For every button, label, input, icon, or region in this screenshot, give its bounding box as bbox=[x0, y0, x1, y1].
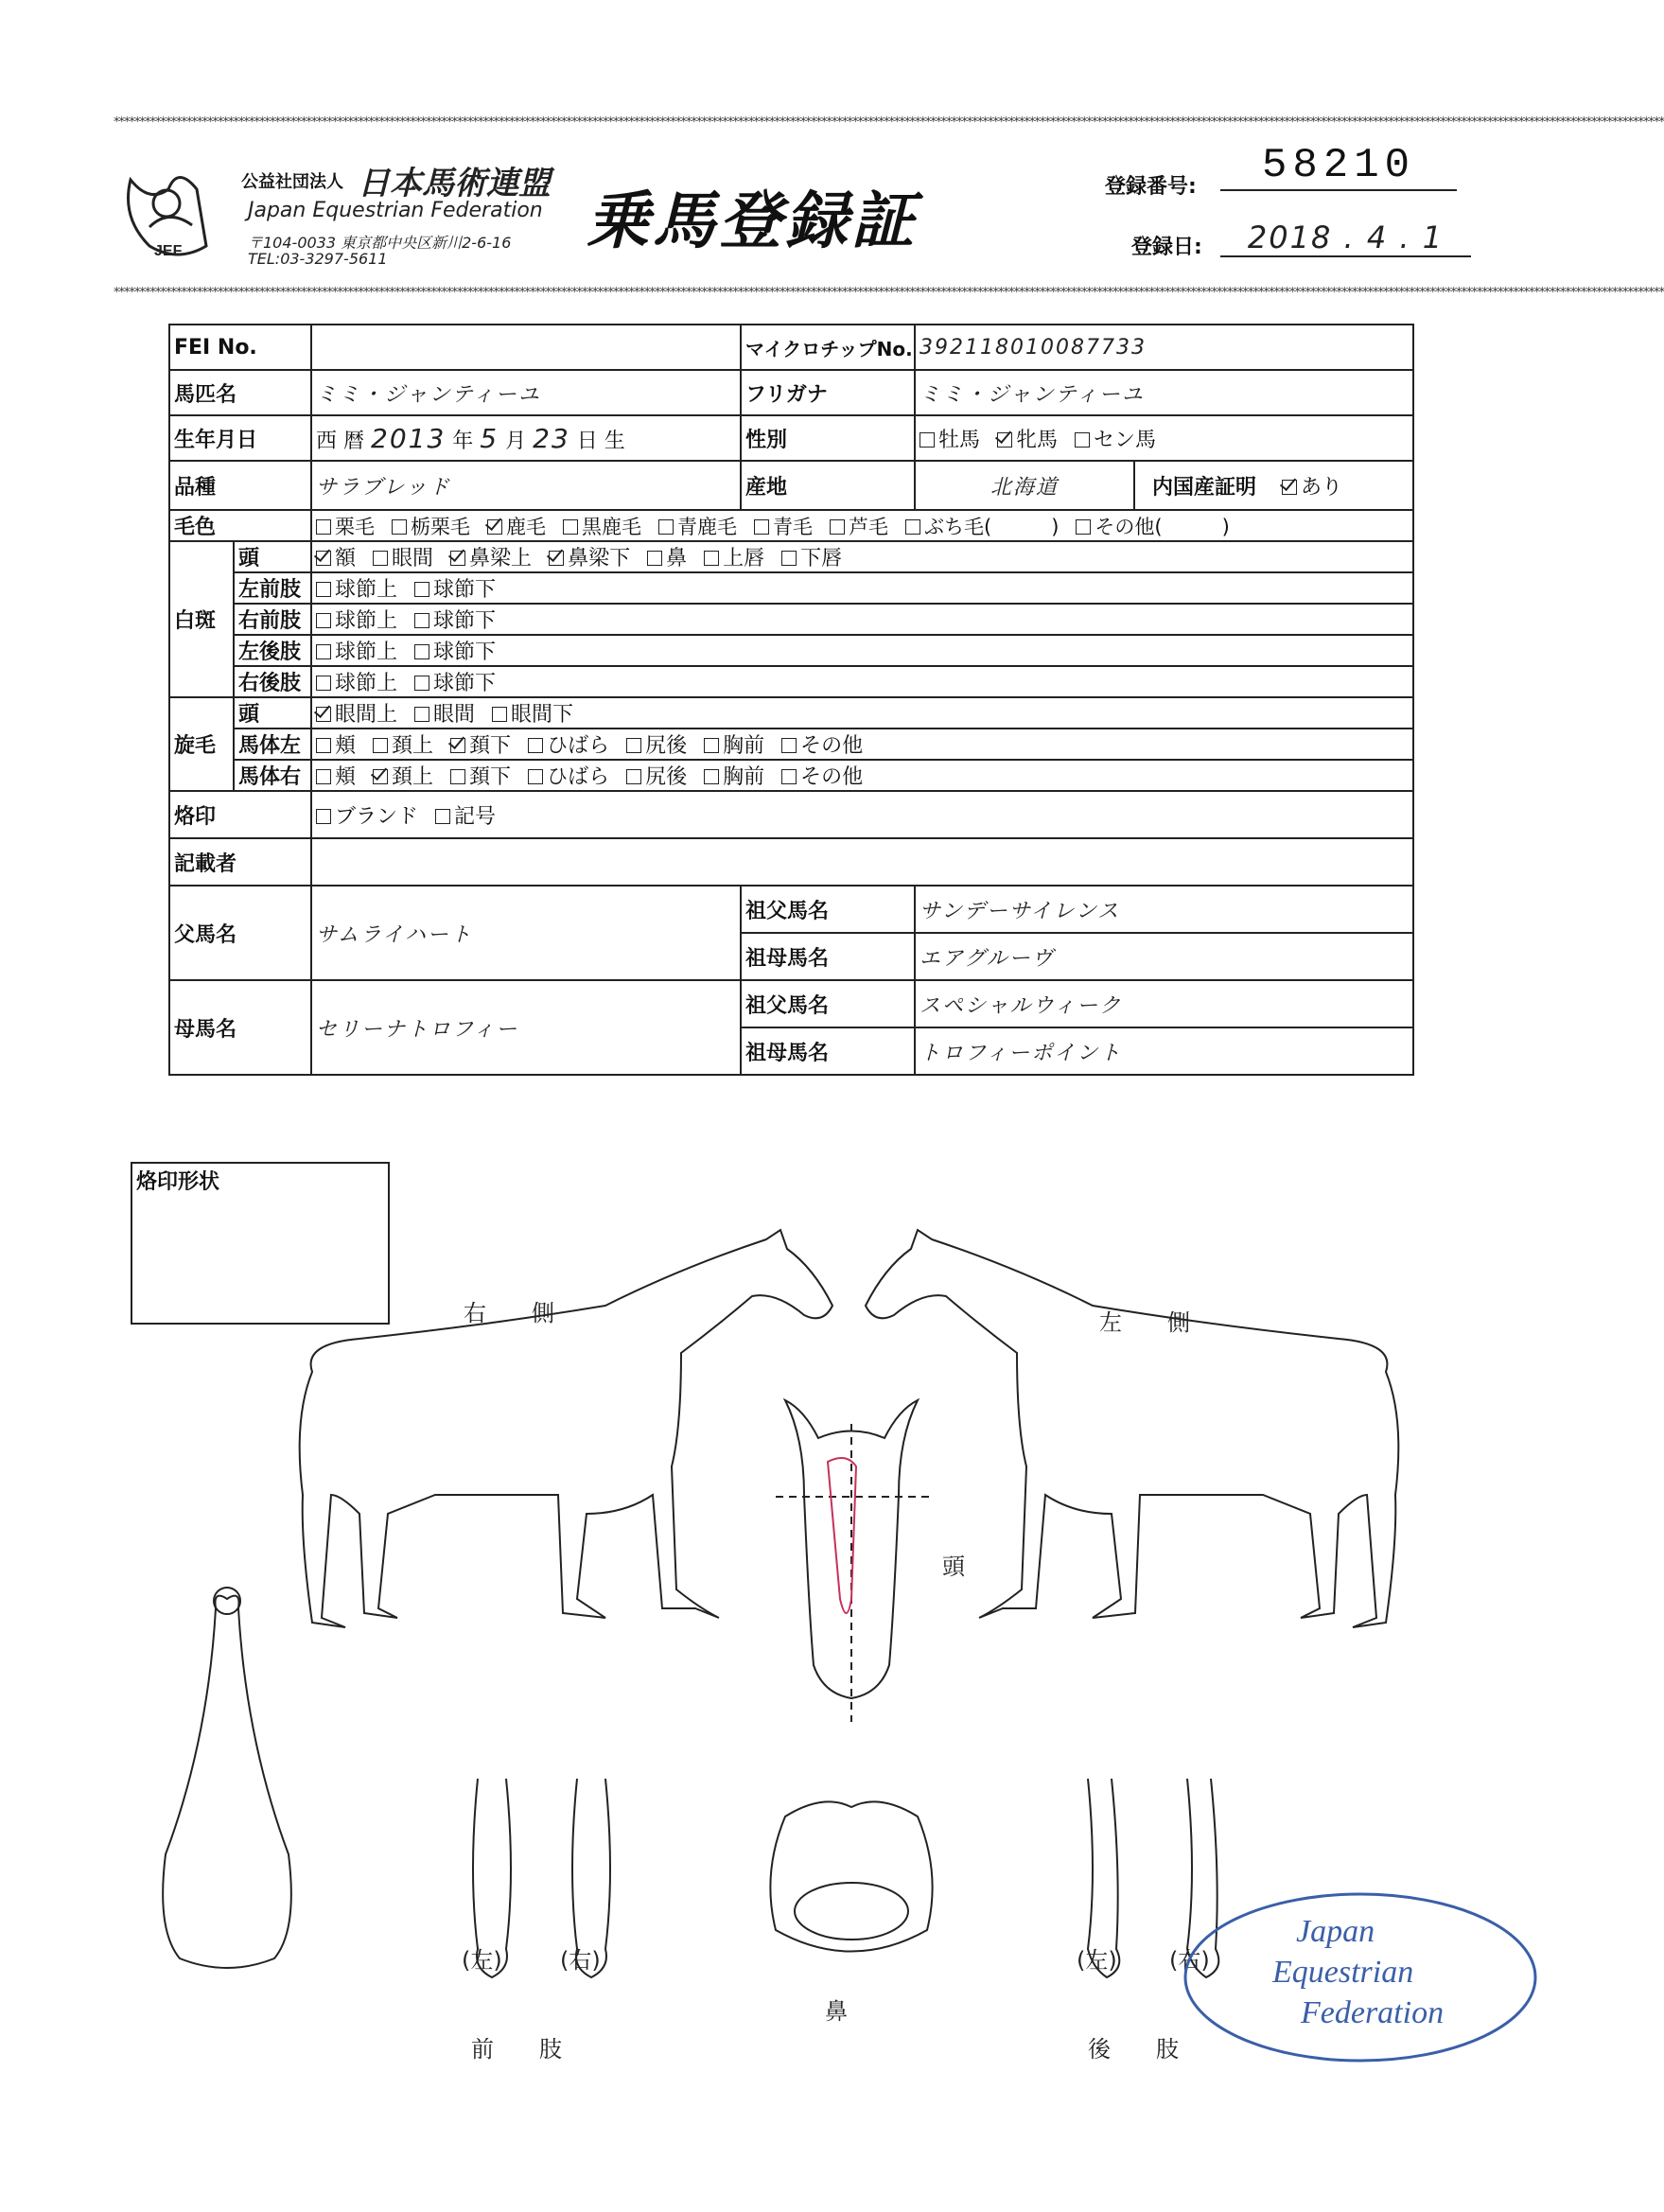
sire-value: サムライハート bbox=[311, 886, 741, 980]
checkbox-label: 頚上 bbox=[392, 734, 434, 758]
checkbox-label: ぶち毛( ) bbox=[924, 515, 1060, 538]
checkbox-label: 球節上 bbox=[335, 672, 398, 695]
checkbox-option bbox=[781, 542, 842, 571]
whorl-options bbox=[311, 729, 1413, 760]
brand-options bbox=[311, 791, 1413, 838]
head-caption: 頭 bbox=[942, 1554, 965, 1580]
checkbox-label: 青毛 bbox=[773, 515, 814, 538]
year-unit: 年 bbox=[452, 429, 474, 453]
checkbox-option bbox=[704, 761, 764, 790]
top-view-diagram bbox=[163, 1596, 291, 1968]
fore-right-leg bbox=[572, 1779, 610, 1977]
org-name: 日本馬術連盟 bbox=[358, 165, 551, 202]
checkbox bbox=[414, 707, 429, 722]
checkbox-label: 青鹿毛 bbox=[677, 515, 738, 538]
checkbox-label: 牝馬 bbox=[1016, 428, 1059, 452]
checkbox bbox=[549, 551, 564, 566]
checkbox-label: 胸前 bbox=[723, 734, 765, 758]
hind-caption: 後 肢 bbox=[1088, 2036, 1179, 2063]
fore-left-caption: (左) bbox=[462, 1947, 502, 1974]
checkbox-label: 鼻 bbox=[666, 547, 688, 571]
checkbox-label: 牡馬 bbox=[938, 428, 981, 452]
checkbox-option bbox=[316, 698, 397, 728]
sire-gdam-label: 祖母馬名 bbox=[741, 933, 915, 980]
checkbox-label: 頚下 bbox=[469, 734, 512, 758]
checkbox-option bbox=[830, 512, 888, 540]
checkbox-option bbox=[920, 424, 980, 453]
org-name-en: Japan Equestrian Federation bbox=[248, 199, 543, 222]
checkbox-label: 頚上 bbox=[392, 765, 434, 789]
checkbox bbox=[316, 582, 331, 597]
checkbox bbox=[373, 769, 388, 784]
white-label: 白斑 bbox=[169, 541, 234, 697]
checkbox-label: 球節下 bbox=[433, 672, 497, 695]
hind-left-caption: (左) bbox=[1077, 1947, 1117, 1974]
checkbox bbox=[704, 738, 719, 753]
checkbox-label: 下唇 bbox=[800, 547, 843, 571]
checkbox-option bbox=[487, 512, 546, 540]
reg-no-label: 登録番号: bbox=[1105, 175, 1197, 199]
checkbox-option bbox=[316, 636, 397, 665]
checkbox-label: 記号 bbox=[454, 804, 497, 829]
checkbox bbox=[487, 519, 502, 535]
svg-text:Federation: Federation bbox=[1301, 1995, 1445, 2030]
sex-options bbox=[915, 415, 1413, 461]
checkbox-option bbox=[528, 761, 609, 790]
horse-name-label: 馬匹名 bbox=[169, 370, 311, 415]
white-options bbox=[311, 541, 1413, 572]
white-part: 左後肢 bbox=[234, 635, 311, 666]
doc-title: 乗馬登録証 bbox=[587, 184, 918, 257]
reg-date-label: 登録日: bbox=[1131, 236, 1202, 259]
checkbox-option bbox=[316, 729, 356, 759]
checkbox-label: 球節下 bbox=[433, 641, 497, 664]
svg-text:Equestrian: Equestrian bbox=[1272, 1955, 1414, 1990]
checkbox-label: 頬 bbox=[335, 734, 357, 758]
dam-label: 母馬名 bbox=[169, 980, 311, 1075]
checkbox bbox=[704, 769, 719, 784]
checkbox-option bbox=[450, 729, 511, 759]
checkbox-option bbox=[781, 729, 863, 759]
breed-value: サラブレッド bbox=[311, 461, 741, 510]
domestic-checkbox bbox=[1282, 480, 1297, 495]
checkbox-option bbox=[528, 729, 609, 759]
header-bottom-border: ********************************************************************************************************************************************************************************************************************************************************************************************************** bbox=[114, 286, 1664, 300]
checkbox bbox=[658, 519, 674, 535]
sex-label: 性別 bbox=[741, 415, 915, 461]
checkbox-option bbox=[316, 605, 397, 634]
jef-stamp bbox=[1185, 1894, 1535, 2061]
checkbox-option bbox=[1076, 512, 1229, 540]
dam-gsire-value: スペシャルウィーク bbox=[915, 980, 1413, 1027]
reg-no-value: 58210 bbox=[1220, 142, 1457, 191]
birth-year: 2013 bbox=[371, 422, 447, 454]
fore-caption: 前 肢 bbox=[471, 2036, 562, 2063]
checkbox-option bbox=[414, 667, 496, 696]
checkbox-option bbox=[492, 698, 573, 728]
checkbox-label: 球節上 bbox=[335, 641, 398, 664]
whorl-part: 頭 bbox=[234, 697, 311, 729]
dam-gdam-label: 祖母馬名 bbox=[741, 1027, 915, 1075]
checkbox-option bbox=[647, 542, 687, 571]
dam-gdam-value: トロフィーポイント bbox=[915, 1027, 1413, 1075]
horse-diagrams bbox=[0, 1211, 1564, 2119]
checkbox-label: その他 bbox=[800, 734, 864, 758]
kana-label: フリガナ bbox=[741, 370, 915, 415]
month-unit: 月 bbox=[505, 429, 527, 453]
checkbox bbox=[920, 432, 935, 448]
checkbox bbox=[450, 738, 465, 753]
checkbox-option bbox=[316, 512, 375, 540]
checkbox-option bbox=[435, 800, 496, 830]
checkbox-label: 眼間 bbox=[392, 547, 434, 571]
recorder-label: 記載者 bbox=[169, 838, 311, 886]
birth-date bbox=[311, 415, 741, 461]
birth-label: 生年月日 bbox=[169, 415, 311, 461]
birth-era: 西 暦 bbox=[316, 429, 365, 453]
checkbox-label: 眼間上 bbox=[335, 703, 398, 727]
checkbox-option bbox=[704, 729, 764, 759]
checkbox bbox=[373, 738, 388, 753]
checkbox bbox=[1075, 432, 1090, 448]
dam-gsire-label: 祖父馬名 bbox=[741, 980, 915, 1027]
checkbox-option bbox=[392, 512, 470, 540]
checkbox bbox=[316, 676, 331, 691]
checkbox-option bbox=[626, 729, 687, 759]
checkbox-option bbox=[450, 761, 511, 790]
checkbox-option bbox=[781, 761, 863, 790]
fore-left-leg bbox=[473, 1779, 511, 1977]
checkbox bbox=[528, 769, 543, 784]
checkbox-label: 上唇 bbox=[723, 547, 765, 571]
checkbox bbox=[316, 707, 331, 722]
checkbox-option bbox=[549, 542, 630, 571]
checkbox bbox=[754, 519, 769, 535]
domestic-cert bbox=[1134, 461, 1413, 510]
checkbox-option bbox=[316, 542, 356, 571]
checkbox-option bbox=[626, 761, 687, 790]
whorl-part: 馬体右 bbox=[234, 760, 311, 791]
org-address: 〒104-0033 東京都中央区新川2-6-16 bbox=[248, 234, 512, 252]
checkbox-option bbox=[704, 542, 764, 571]
checkbox-label: その他( ) bbox=[1095, 515, 1230, 538]
checkbox bbox=[905, 519, 920, 535]
checkbox bbox=[781, 551, 797, 566]
checkbox bbox=[316, 644, 331, 659]
checkbox bbox=[781, 738, 797, 753]
checkbox-option bbox=[316, 761, 356, 790]
sire-gdam-value: エアグルーヴ bbox=[915, 933, 1413, 980]
checkbox-label: ひばら bbox=[547, 765, 610, 789]
nose-diagram bbox=[770, 1801, 932, 1951]
checkbox-label: 球節下 bbox=[433, 578, 497, 602]
checkbox-option bbox=[373, 542, 433, 571]
whorl-label: 旋毛 bbox=[169, 697, 234, 791]
chip-label: マイクロチップNo. bbox=[741, 325, 915, 370]
fei-value bbox=[311, 325, 741, 370]
checkbox bbox=[316, 551, 331, 566]
checkbox-option bbox=[414, 698, 475, 728]
white-part: 頭 bbox=[234, 541, 311, 572]
checkbox-label: 頬 bbox=[335, 765, 357, 789]
white-options bbox=[311, 666, 1413, 697]
sire-label: 父馬名 bbox=[169, 886, 311, 980]
checkbox bbox=[781, 769, 797, 784]
checkbox bbox=[316, 613, 331, 628]
checkbox bbox=[435, 809, 450, 824]
org-tel: TEL:03-3297-5611 bbox=[248, 250, 388, 268]
hind-right-leg bbox=[1187, 1779, 1218, 1977]
checkbox-label: 眼間 bbox=[433, 703, 476, 727]
checkbox bbox=[626, 738, 641, 753]
domestic-label: 内国産証明 bbox=[1152, 475, 1257, 500]
domestic-value: あり bbox=[1301, 475, 1343, 500]
sire-gsire-label: 祖父馬名 bbox=[741, 886, 915, 933]
recorder-value bbox=[311, 838, 1413, 886]
origin-value: 北海道 bbox=[915, 461, 1134, 510]
svg-text:Japan: Japan bbox=[1296, 1914, 1375, 1949]
checkbox-label: 胸前 bbox=[723, 765, 765, 789]
right-side-caption: 右 側 bbox=[464, 1300, 554, 1326]
checkbox bbox=[997, 432, 1012, 448]
checkbox bbox=[414, 613, 429, 628]
checkbox bbox=[316, 809, 331, 824]
checkbox-label: 眼間下 bbox=[511, 703, 574, 727]
checkbox-label: 芦毛 bbox=[849, 515, 889, 538]
registration-table bbox=[168, 324, 1414, 1076]
whorl-options bbox=[311, 760, 1413, 791]
left-side-horse bbox=[866, 1230, 1398, 1627]
hind-right-caption: (右) bbox=[1169, 1947, 1210, 1974]
checkbox bbox=[316, 738, 331, 753]
chip-value: 392118010087733 bbox=[915, 325, 1413, 370]
checkbox bbox=[373, 551, 388, 566]
checkbox bbox=[647, 551, 662, 566]
checkbox-label: 球節下 bbox=[433, 609, 497, 633]
checkbox-option bbox=[658, 512, 737, 540]
checkbox bbox=[414, 644, 429, 659]
checkbox-label: 額 bbox=[335, 547, 357, 571]
origin-label: 産地 bbox=[741, 461, 915, 510]
checkbox bbox=[414, 582, 429, 597]
checkbox bbox=[316, 769, 331, 784]
checkbox-option bbox=[414, 573, 496, 603]
checkbox-label: 黒鹿毛 bbox=[582, 515, 642, 538]
left-side-caption: 左 側 bbox=[1099, 1309, 1190, 1336]
checkbox-label: ブランド bbox=[335, 804, 419, 829]
horse-name-value: ミミ・ジャンティーユ bbox=[311, 370, 741, 415]
checkbox bbox=[626, 769, 641, 784]
brand-shape-label: 烙印形状 bbox=[136, 1170, 220, 1194]
sire-gsire-value: サンデーサイレンス bbox=[915, 886, 1413, 933]
birth-month: 5 bbox=[480, 422, 499, 454]
checkbox-label: 球節上 bbox=[335, 609, 398, 633]
day-unit: 日 生 bbox=[576, 429, 625, 453]
checkbox-option bbox=[316, 573, 397, 603]
checkbox-option bbox=[373, 729, 433, 759]
checkbox-option bbox=[316, 800, 418, 830]
white-part: 右前肢 bbox=[234, 604, 311, 635]
checkbox bbox=[450, 551, 465, 566]
checkbox bbox=[414, 676, 429, 691]
checkbox bbox=[1076, 519, 1091, 535]
org-prefix: 公益社団法人 bbox=[241, 172, 343, 192]
white-options bbox=[311, 572, 1413, 604]
coat-label: 毛色 bbox=[169, 510, 311, 541]
checkbox bbox=[830, 519, 845, 535]
fore-right-caption: (右) bbox=[560, 1947, 601, 1974]
checkbox-label: 球節上 bbox=[335, 578, 398, 602]
white-part: 左前肢 bbox=[234, 572, 311, 604]
hind-left-leg bbox=[1088, 1779, 1119, 1977]
checkbox-option bbox=[1075, 424, 1156, 453]
checkbox-option bbox=[373, 761, 433, 790]
checkbox bbox=[528, 738, 543, 753]
checkbox-label: 尻後 bbox=[645, 734, 688, 758]
checkbox-label: 栃栗毛 bbox=[411, 515, 471, 538]
checkbox-label: 鼻梁下 bbox=[568, 547, 631, 571]
svg-text:JEF: JEF bbox=[154, 243, 183, 259]
checkbox-label: 鹿毛 bbox=[506, 515, 547, 538]
checkbox-option bbox=[754, 512, 813, 540]
whorl-options bbox=[311, 697, 1413, 729]
checkbox-option bbox=[414, 605, 496, 634]
checkbox bbox=[316, 519, 331, 535]
reg-date-value: 2018 . 4 . 1 bbox=[1220, 219, 1471, 257]
checkbox-label: 栗毛 bbox=[335, 515, 376, 538]
coat-options bbox=[311, 510, 1413, 541]
checkbox bbox=[450, 769, 465, 784]
fei-label: FEI No. bbox=[169, 325, 311, 370]
white-options bbox=[311, 635, 1413, 666]
whorl-part: 馬体左 bbox=[234, 729, 311, 760]
nose-caption: 鼻 bbox=[825, 1998, 848, 2025]
checkbox-label: 鼻梁上 bbox=[469, 547, 533, 571]
right-side-horse bbox=[300, 1230, 832, 1627]
dam-value: セリーナトロフィー bbox=[311, 980, 741, 1075]
white-part: 右後肢 bbox=[234, 666, 311, 697]
checkbox bbox=[492, 707, 507, 722]
checkbox-option bbox=[414, 636, 496, 665]
checkbox bbox=[392, 519, 407, 535]
checkbox bbox=[563, 519, 578, 535]
jef-logo bbox=[112, 151, 225, 265]
brand-label: 烙印 bbox=[169, 791, 311, 838]
header-top-border: ********************************************************************************************************************************************************************************************************************************************************************************************************** bbox=[114, 115, 1664, 130]
breed-label: 品種 bbox=[169, 461, 311, 510]
birth-day: 23 bbox=[533, 422, 570, 454]
checkbox-label: 頚下 bbox=[469, 765, 512, 789]
checkbox-label: セン馬 bbox=[1094, 428, 1157, 452]
checkbox-option bbox=[997, 424, 1058, 453]
checkbox-option bbox=[316, 667, 397, 696]
checkbox-option bbox=[905, 512, 1059, 540]
checkbox-label: その他 bbox=[800, 765, 864, 789]
checkbox-option bbox=[563, 512, 641, 540]
checkbox-option bbox=[450, 542, 532, 571]
checkbox-label: 尻後 bbox=[645, 765, 688, 789]
kana-value: ミミ・ジャンティーユ bbox=[915, 370, 1413, 415]
white-options bbox=[311, 604, 1413, 635]
checkbox bbox=[704, 551, 719, 566]
checkbox-label: ひばら bbox=[547, 734, 610, 758]
